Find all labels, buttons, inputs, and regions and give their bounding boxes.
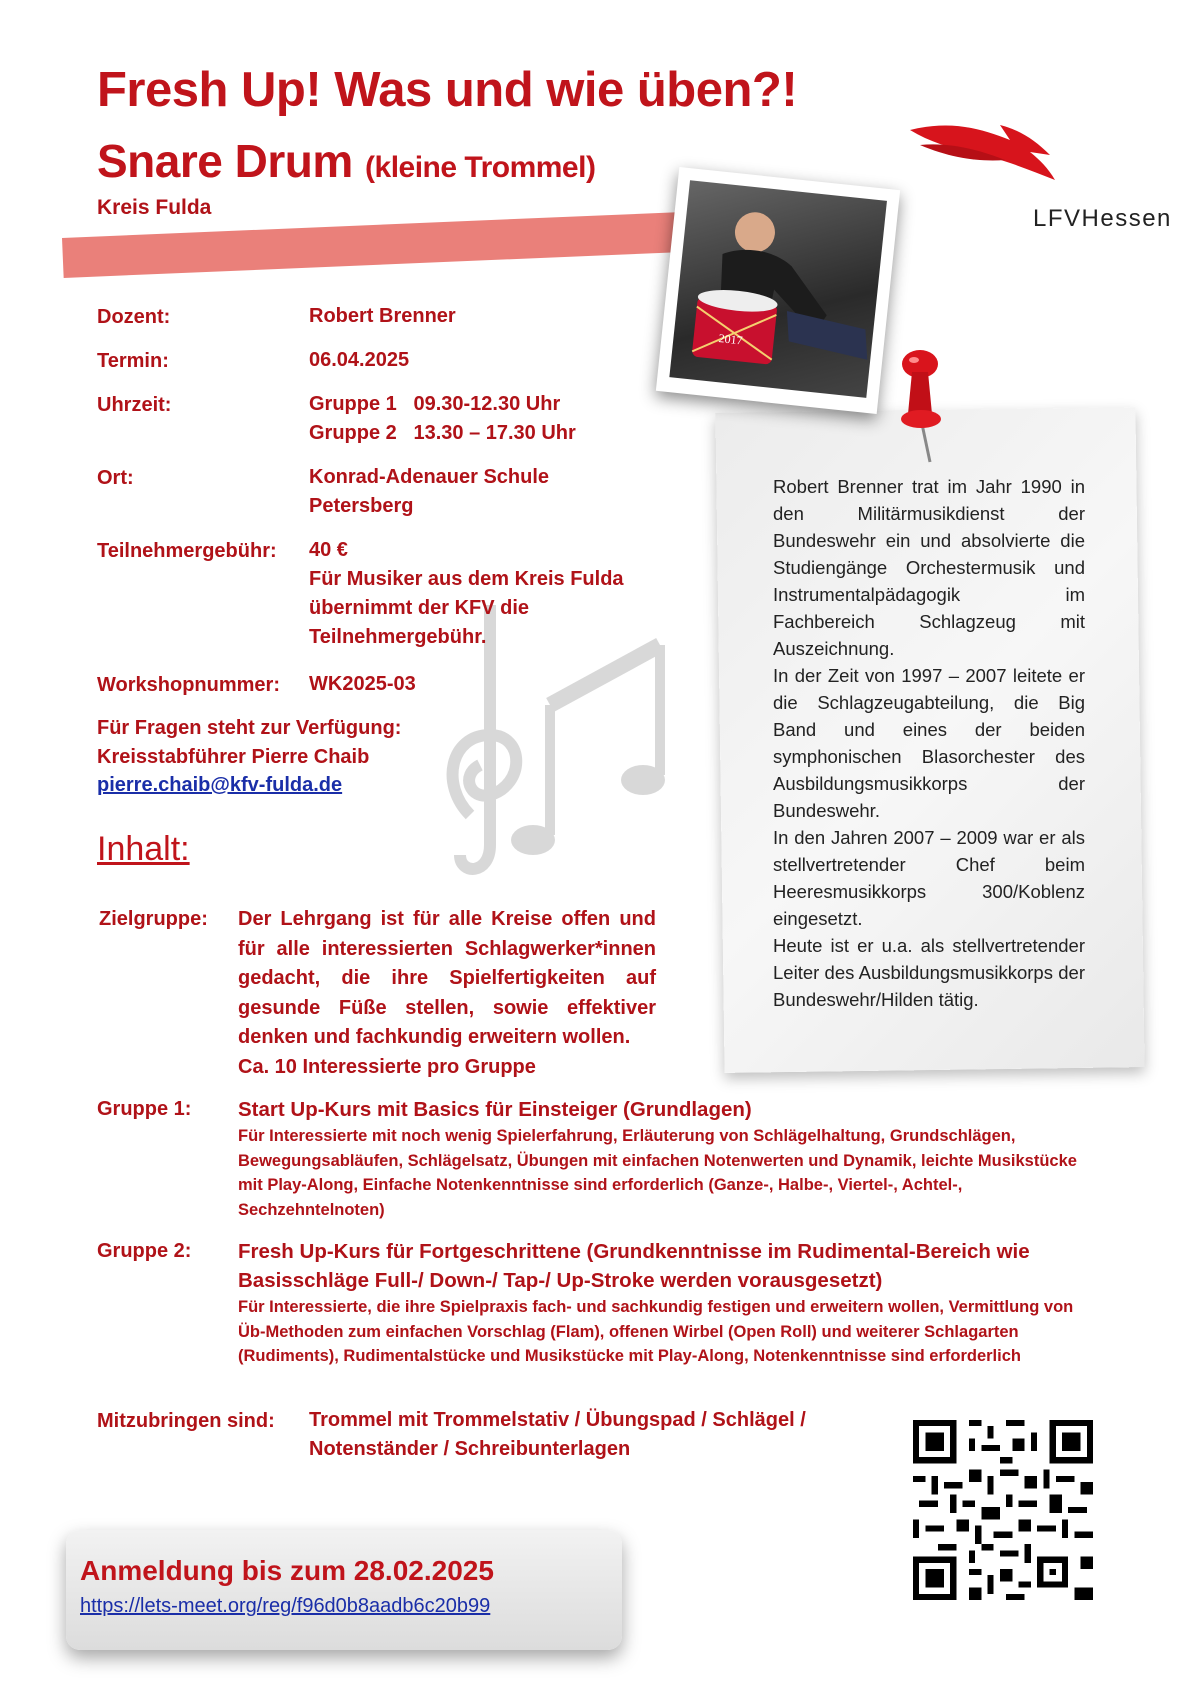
mitbringen-label: Mitzubringen sind: — [97, 1410, 275, 1432]
lfv-wing-logo-icon — [910, 100, 1060, 185]
subtitle-main: Snare Drum — [97, 135, 353, 187]
instructor-photo — [656, 167, 900, 414]
contact-email-link[interactable]: pierre.chaib@kfv-fulda.de — [97, 774, 343, 796]
zielgruppe-description: Der Lehrgang ist für alle Kreise offen und für alle interessierten Schlagwerker*innen gedacht, die ihre Spielfertigkeiten auf gesunde Füße stellen, sowie effektiver denken und fachkundig erweitern wollen. — [238, 908, 656, 1048]
workshop-label: Workshopnummer: — [97, 674, 280, 696]
zielgruppe-text — [238, 905, 656, 1082]
ort-line2: Petersberg — [309, 495, 414, 517]
dozent-value: Robert Brenner — [309, 305, 456, 327]
gebuehr-label: Teilnehmergebühr: — [97, 540, 277, 562]
bio-paragraph-3: In den Jahren 2007 – 2009 war er als stellvertretender Chef beim Heeresmusikkorps 300/Koblenz eingesetzt. — [773, 827, 1085, 929]
contact-line-1: Für Fragen steht zur Verfügung: — [97, 717, 402, 739]
gebuehr-note-1: Für Musiker aus dem Kreis Fulda — [309, 568, 624, 590]
registration-box — [66, 1530, 622, 1650]
gebuehr-value: 40 € — [309, 539, 348, 561]
drummer-illustration-icon — [669, 180, 887, 398]
contact-line-2: Kreisstabführer Pierre Chaib — [97, 746, 370, 768]
photo-image — [669, 180, 887, 398]
workshop-value: WK2025-03 — [309, 673, 416, 695]
uhrzeit-group1: Gruppe 1 09.30-12.30 Uhr — [309, 393, 561, 415]
termin-value: 06.04.2025 — [309, 349, 410, 371]
uhrzeit-label: Uhrzeit: — [97, 394, 172, 416]
dozent-label: Dozent: — [97, 306, 171, 328]
bio-paragraph-4: Heute ist er u.a. als stellvertretender Leiter des Ausbildungsmusikkorps der Bundeswehr/Hilden tätig. — [773, 935, 1085, 1010]
mitbringen-line-2: Notenständer / Schreibunterlagen — [309, 1438, 631, 1460]
bio-text — [773, 473, 1085, 1013]
subtitle-sub: (kleine Trommel) — [365, 151, 596, 184]
content-heading: Inhalt: — [97, 830, 190, 868]
bio-paragraph-2: In der Zeit von 1997 – 2007 leitete er die Schlagzeugabteilung, die Big Band und eines der beiden symphonischen Blasorchester des Ausbildungsmusikkorps der Bundeswehr. — [773, 665, 1085, 821]
gebuehr-note-3: Teilnehmergebühr. — [309, 626, 487, 648]
gruppe2-description: Für Interessierte, die ihre Spielpraxis fach- und sachkundig festigen und erweitern wollen, Vermittlung von Üb-Methoden zum einfachen Vorschlag (Flam), offenen Wirbel (Open Roll) und weiterer Schlagarten (Rudiments), Rudimentalstücke und Musikstücke mit Play-Along, Notenkenntnisse sind erforderlich — [238, 1298, 1074, 1365]
qr-code-icon[interactable] — [913, 1420, 1093, 1600]
ort-line1: Konrad-Adenauer Schule — [309, 466, 550, 488]
gruppe1-title: Start Up-Kurs mit Basics für Einsteiger (Grundlagen) — [238, 1098, 752, 1121]
bio-paragraph-1: Robert Brenner trat im Jahr 1990 in den Militärmusikdienst der Bundeswehr ein und absolvierte die Studiengänge Orchestermusik und Instrumentalpädagogik im Fachbereich Schlagzeug mit Auszeichnung. — [773, 476, 1085, 659]
gruppe1-label: Gruppe 1: — [97, 1098, 192, 1120]
ort-label: Ort: — [97, 467, 134, 489]
page-title: Fresh Up! Was und wie üben?! — [97, 63, 798, 117]
uhrzeit-group2: Gruppe 2 13.30 – 17.30 Uhr — [309, 422, 576, 444]
pushpin-icon — [894, 344, 954, 464]
zielgruppe-label: Zielgruppe: — [99, 908, 208, 930]
registration-deadline: Anmeldung bis zum 28.02.2025 — [80, 1555, 494, 1586]
brand-name: LFVHessen — [1033, 205, 1172, 232]
gruppe2-label: Gruppe 2: — [97, 1240, 192, 1262]
zielgruppe-count: Ca. 10 Interessierte pro Gruppe — [238, 1055, 536, 1078]
gruppe2-title: Fresh Up-Kurs für Fortgeschrittene (Grundkenntnisse im Rudimental-Bereich wie Basisschläge Full-/ Down-/ Tap-/ Up-Stroke werden vorausgesetzt) — [238, 1240, 1030, 1292]
gebuehr-note-2: übernimmt der KFV die — [309, 597, 530, 619]
registration-link[interactable]: https://lets-meet.org/reg/f96d0b8aadb6c20b99 — [80, 1595, 491, 1617]
header-red-band — [62, 210, 723, 278]
page-subtitle — [97, 134, 595, 188]
drum-label: 2017 — [717, 331, 744, 348]
gruppe1-description: Für Interessierte mit noch wenig Spielerfahrung, Erläuterung von Schlägelhaltung, Grundschlägen, Bewegungsabläufen, Schlägelsatz, Übungen mit einfachen Notenwerten und Dynamik, leichte Musikstücke mit Play-Along, Einfache Notenkenntnisse sind erforderlich (Ganze-, Halbe-, Viertel-, Achtel-, Sechzehntelnoten) — [238, 1127, 1077, 1219]
termin-label: Termin: — [97, 350, 169, 372]
mitbringen-line-1: Trommel mit Trommelstativ / Übungspad / Schlägel / — [309, 1409, 806, 1431]
region-label: Kreis Fulda — [97, 196, 212, 219]
